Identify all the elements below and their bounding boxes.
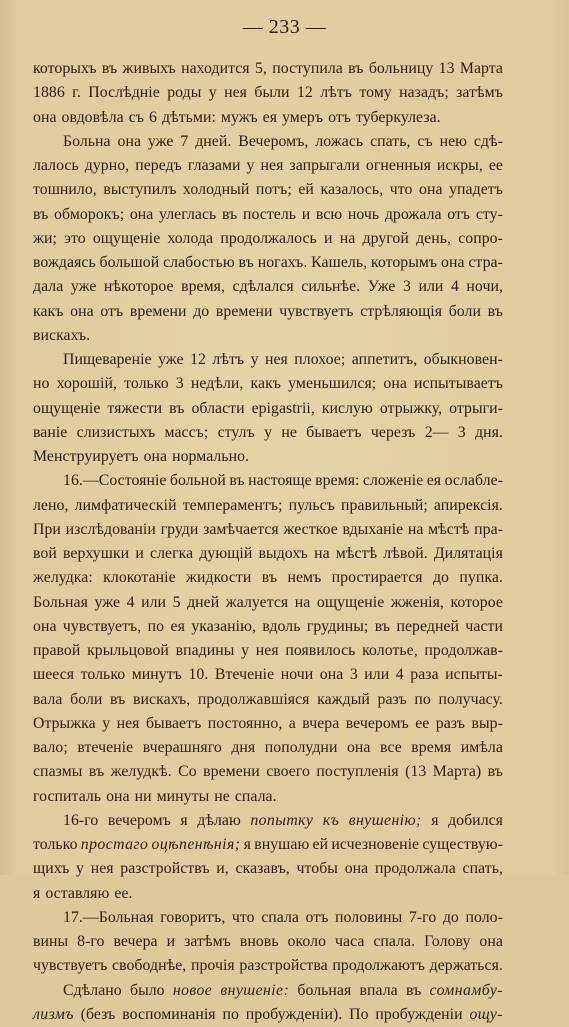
text-line: вало; втеченіе вчерашняго дня пополудни она все время имѣла <box>33 739 503 756</box>
text-line: правой крыльцовой впадины у нея появилось колотье, продолжав- <box>33 642 503 659</box>
text-line: Пищевареніе уже 12 лѣтъ у нея плохое; аппетитъ, обыкновен- <box>63 351 503 368</box>
text-line: жи; это ощущеніе холода продолжалось и на другой день, сопро- <box>33 229 503 247</box>
text-line: она чувствуетъ, по ея указанію, вдоль грудины; въ передней части <box>33 617 503 635</box>
text-line: ваніе слизистыхъ массъ; стулъ у не бываетъ черезъ 2— 3 дня. <box>33 423 503 441</box>
text-line: Сдѣлано было новое внушеніе: больная впала въ сомнамбу- <box>63 981 503 999</box>
text-line: Отрыжка у нея бываетъ постоянно, а вчера вечеромъ ее разъ выр- <box>33 714 503 732</box>
text-line: ощущеніе тяжести въ области epigastrii, кислую отрыжку, отрыги- <box>33 399 503 417</box>
page-number: — 233 — <box>242 16 327 38</box>
text-line: Больная уже 4 или 5 дней жалуется на ощущеніе жженія, которое <box>33 593 503 611</box>
text-line: шееся только минутъ 10. Втеченіе ночи она 3 или 4 раза испыты- <box>33 666 503 684</box>
text-line: въ обморокъ; она улеглась въ постель и всю ночь дрожала отъ сту- <box>33 205 503 223</box>
text-line: щихъ у нея разстройствъ и, сказавъ, чтобы она продолжала спать, <box>33 860 503 878</box>
text-line: лалось дурно, передъ глазами у нея запрыгали огненныя искры, ее <box>33 157 503 174</box>
text-line: 16.—Состояніе больной въ настояще время: сложеніе ея ослабле- <box>63 472 503 490</box>
text-line: Менструируетъ она нормально. <box>33 448 250 465</box>
text-line: она овдовѣла съ 6 дѣтьми: мужъ ея умеръ отъ туберкулеза. <box>33 108 441 126</box>
text-line: я оставляю ее. <box>33 884 133 902</box>
text-line: Больна она уже 7 дней. Вечеромъ, ложась спать, съ нею сдѣ- <box>63 132 503 150</box>
body-text <box>33 57 503 1027</box>
text-line: лено, лимфатическій темпераментъ; пульсъ правильный; апирексія. <box>33 496 503 514</box>
text-line: спазмы въ желудкѣ. Со времени своего поступленія (13 Марта) въ <box>33 763 503 781</box>
text-line: чувствуетъ свободнѣе, прочія разстройства продолжаютъ держаться. <box>33 957 503 975</box>
text-line: но хорошій, только 3 недѣли, какъ уменьшился; она испытываетъ <box>33 375 503 393</box>
text-line: 16-го вечеромъ я дѣлаю попытку къ внушенію; я добился <box>63 811 503 829</box>
text-line: 1886 г. Послѣдніе роды у нея были 12 лѣтъ тому назадъ; затѣмъ <box>33 84 503 102</box>
text-line: госпиталь она ни минуты не спала. <box>33 787 277 805</box>
text-line: какъ она отъ времени до времени чувствуетъ стрѣляющія боли въ <box>33 302 503 320</box>
text-line: вины 8-го вечера и затѣмъ вновь около часа спала. Голову она <box>33 933 503 950</box>
text-line: вой верхушки и слегка дующій выдохъ на мѣстѣ лѣвой. Дилятація <box>33 545 503 562</box>
text-line: вала боли въ вискахъ, продолжавшіяся каждый разъ по получасу. <box>33 690 503 708</box>
text-line: только простаго оцѣпенѣнія; я внушаю ей исчезновеніе существую- <box>33 836 503 853</box>
text-line: вождаясь большой слабостью въ ногахъ. Кашель, которымъ она стра- <box>33 254 503 271</box>
text-line: желудка: клокотаніе жидкости въ немъ простирается до пупка. <box>33 569 503 587</box>
text-line: тошнило, выступилъ холодный потъ; ей казалось, что она упадетъ <box>33 181 503 199</box>
text-line: дала уже нѣкоторое время, сдѣлался сильнѣе. Уже 3 или 4 ночи, <box>33 278 503 296</box>
text-line: лизмъ (безъ воспоминанія по пробужденіи). По пробужденіи ощу- <box>33 1005 503 1023</box>
text-line: вискахъ. <box>33 326 91 344</box>
text-line: 17.—Больная говоритъ, что спала отъ половины 7-го до поло- <box>63 908 503 926</box>
text-line: При изслѣдованіи груди замѣчается жесткое вдыханіе на мѣстѣ пра- <box>33 520 503 538</box>
text-line: которыхъ въ живыхъ находится 5, поступила въ больницу 13 Марта <box>33 60 503 77</box>
